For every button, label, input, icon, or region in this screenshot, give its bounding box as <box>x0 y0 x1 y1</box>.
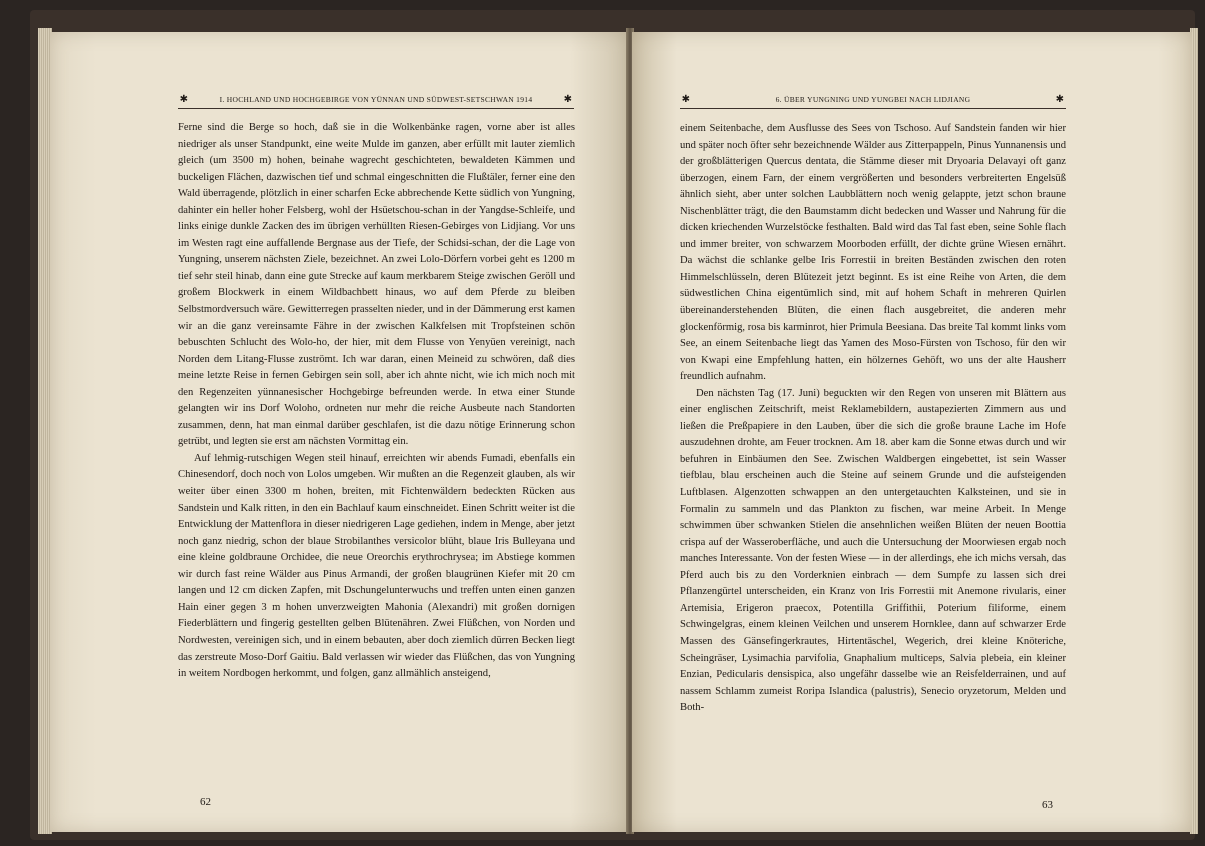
star-icon: ✱ <box>681 93 691 105</box>
star-icon: ✱ <box>179 93 189 105</box>
left-page <box>50 32 628 832</box>
running-header-title: 6. ÜBER YUNGNING UND YUNGBEI NACH LIDJIANG <box>775 94 971 104</box>
paragraph: Ferne sind die Berge so hoch, daß sie in die Wolkenbänke ragen, vorne aber ist alles niedriger als unser Standpunkt, eine weite Mulde im ganzen, aber erfüllt mit lauter ziemlich gleich (um 3500 m) hohen, beinahe wagrecht geschichteten, bewaldeten Kämmen und buckeligen Flächen, dazwischen tief und schmal eingeschnitten die Flußtäler, ferner eine den Wald überragende, plötzlich in einer scharfen Ecke abbrechende Kette südlich von Yungning, dahinter ein heller hoher Felsberg, wohl der Hsüetschou-schan in der Yangdse-Schleife, und links einige dunkle Zacken des im übrigen verhüllten Riesen-Gebirges von Lidjiang. Vor uns im Westen ragt eine auffallende Bergnase aus der Tiefe, der Schidsi-schan, der die Lage von Yungning, unserem nächsten Ziele, bezeichnet. An zwei Lolo-Dörfern vorbei geht es 1200 m tief sehr steil hinab, dann eine gute Strecke auf kaum merkbarem Steige zwischen Geröll und großem Blockwerk in einem Wildbachbett hinaus, wo auf dem Pferde zu bleiben Selbstmordversuch wäre. Gewitterregen prasselten nieder, und in der Dämmerung erst kamen wir an die ganz vereinsamte Fähre in der zwischen Kalkfelsen mit Tropfsteinen schön bebuschten Schlucht des Wolo-ho, der hier, mit dem Flusse von Yenyüen vereinigt, nach Norden dem Litang-Flusse zuströmt. Ich war daran, einen Meineid zu schwören, daß dies meine letzte Reise in fernen Gebirgen sein soll, aber ich ahnte nicht, wie ich mich noch mit den Regenzeiten yünnanesischer Hochgebirge befreunden werde. In etwa einer Stunde gelangten wir ins Dorf Woloho, ordneten nur mehr die reiche Ausbeute nach Standorten zusammen, denn, hat man einmal darüber geschlafen, ist die dazu nötige Erinnerung schon getrübt, und legten sie erst am nächsten Vormittag ein. <box>178 122 575 448</box>
star-icon: ✱ <box>1055 93 1065 105</box>
running-header-left <box>178 90 574 109</box>
paragraph: einem Seitenbache, dem Ausflusse des Sees von Tschoso. Auf Sandstein fanden wir hier und später noch öfter sehr bezeichnende Wälder aus Zitterpappeln, Pinus Yunnanensis und der großblätterigen Quercus dentata, die Stämme dieser mit Dryoaria Delavayi oft ganz überzogen, einem Farn, der einem vergrößerten und besonders verbreiterten Engelsüß ähnlich sieht, aber unter solchen Laubblättern noch wenig gelappte, jetzt schon braune Nischenblätter trägt, die den Baumstamm dicht bedecken und Wasser und Nahrung für die dicken kriechenden Wurzelstöcke festhalten. Bald wird das Tal fast eben, seine Sohle flach und immer breiter, von schwarzem Moorboden erfüllt, der dichte grüne Wiesen ernährt. Da wächst die schlanke gelbe Iris Forrestii in breiten Beständen zwischen den roten Himmelschlüsseln, deren Blütezeit jetzt beginnt. Es ist eine Reihe von Arten, die dem südwestlichen China eigentümlich sind, mit auf hohem Schaft in mehreren Quirlen übereinanderstehenden Blüten, die einen flach ausgebreitet, die anderen mehr glockenförmig, rosa bis karminrot, hier Primula Beesiana. Das breite Tal kommt links vom See, an einem Seitenbache liegt das Yamen des Moso-Fürsten von Tschoso, für den wir von Kwapi eine Empfehlung hatten, ein hölzernes Gehöft, wo uns der alte Hausherr freundlich aufnahm. <box>680 123 1066 383</box>
running-header-right <box>680 90 1066 109</box>
paragraph: Den nächsten Tag (17. Juni) beguckten wir den Regen von unseren mit Blättern aus einer englischen Zeitschrift, meist Reklamebildern, austapezierten Zimmern aus und ließen die Preßpapiere in den Lauben, über die sich die große braune Lache im Hofe auszudehnen drohte, am Feuer trocknen. Am 18. aber kam die Sonne etwas durch und wir befuhren in Einbäumen den See. Zwischen Waldbergen eingebettet, ist sein Wasser tiefblau, blau erscheinen auch die Steine auf seinem Grunde und die aufsteigenden Luftblasen. Algenzotten schwappen an den untergetauchten Kalksteinen, und sie in Formalin zu sammeln und das Plankton zu fischen, war meine Arbeit. In Menge schwimmen über schwanken Stielen die ansehnlichen weißen Blüten der neuen Boottia crispa auf der Wasseroberfläche, und auch die Untersuchung der Moorwiesen ergab noch manches Interessante. Von der festen Wiese — in der allerdings, ehe ich michs versah, das Pferd auch bis zu den Vorderknien einbrach — dem Sumpfe zu lassen sich drei Pflanzengürtel unterscheiden, ein Kranz von Iris Forrestii mit Anemone rivularis, einer Artemisia, Erigeron praecox, Potentilla Griffithii, Poterium filiforme, einem Schwingelgras, einem kleinen Veilchen und unserem Hornklee, dann auf schwarzer Erde Massen des Gänsefingerkrautes, Hirtentäschel, Wegerich, drei kleine Knöteriche, Scheingräser, Lysimachia parvifolia, Gnaphalium multiceps, Salvia plebeia, ein kleiner Enzian, Pedicularis densispica, also ungefähr dasselbe wie an Reisfelderrainen, und auf nassem Schlamm zumeist Roripa Islandica (palustris), Senecio oryzetorum, Melden und Both- <box>680 387 1066 714</box>
right-page <box>632 32 1192 832</box>
page-number: 63 <box>1042 799 1053 811</box>
body-text-right <box>680 121 1066 717</box>
page-number: 62 <box>200 796 211 808</box>
running-header-title: I. HOCHLAND UND HOCHGEBIRGE VON YÜNNAN UND SÜDWEST-SETSCHWAN 1914 <box>219 94 533 104</box>
paragraph: Auf lehmig-rutschigen Wegen steil hinauf, erreichten wir abends Fumadi, ebenfalls ein Chinesendorf, doch noch von Lolos umgeben. Wir mußten an die Regenzeit glauben, als wir weiter über einen 3300 m hohen, breiten, mit Fichtenwäldern bedeckten Rücken aus Sandstein und Kalk ritten, in den ein Bachlauf kaum einschneidet. Einen Schritt weiter ist die Entwicklung der Mattenflora in dieser niedrigeren Lage gediehen, indem in Menge, aber jetzt noch ganz niedrig, schon der blaue Strobilanthes versicolor blüht, blaue Iris Bulleyana und eine kleine goldbraune Orchidee, die neue Oreorchis erythrochrysea; im Abstiege kommen wir durch fast reine Wälder aus Pinus Armandi, der großen blaugrünen Kiefer mit 20 cm langen und 12 cm dicken Zapfen, mit Dschungelunterwuchs und treffen unten einen ganzen Hain einer gegen 3 m hohen unverzweigten Mahonia (Alexandri) mit großen dornigen Fiederblättern und fingerig gestellten gelben Blütenähren. Zwei Flüßchen, von Norden und Nordwesten, vereinigen sich, und in einem bebauten, aber doch ziemlich dürren Becken liegt das zerstreute Moso-Dorf Gaitiu. Bald verlassen wir wieder das Flüßchen, das von Yungning in weitem Nordbogen herkommt, und folgen, ganz allmählich ansteigend, <box>178 452 575 680</box>
star-icon: ✱ <box>563 93 573 105</box>
open-book <box>30 10 1195 840</box>
body-text-left <box>178 120 575 683</box>
